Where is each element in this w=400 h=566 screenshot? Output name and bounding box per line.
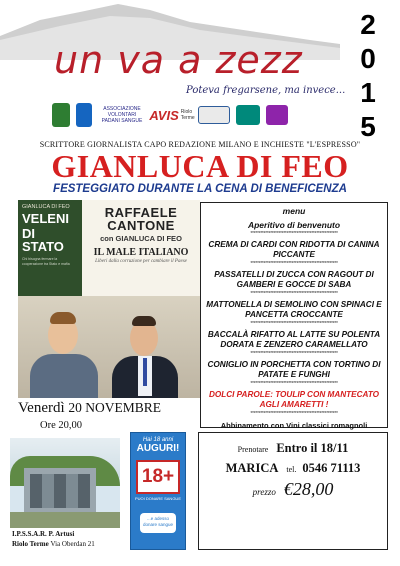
year-digit: 2 (360, 9, 376, 40)
book-blurb: Chi bisogna fermare la cooperazione tra Stato e mafia (22, 257, 70, 266)
book-subtitle: Liberi dalla corruzione per cambiare il Paese (95, 259, 187, 264)
book-title: VELENI (22, 211, 69, 226)
menu-separator: ***************************************************** (250, 411, 338, 417)
book-cover-male-italiano (82, 200, 200, 310)
menu-item: MATTONELLA DI SEMOLINO CON SPINACI E PANCETTA CROCCANTE (206, 300, 382, 319)
event-day-date: 20 NOVEMBRE (68, 400, 162, 415)
book-coauthor: con GIANLUCA DI FEO (100, 234, 182, 243)
menu-separator: ***************************************************** (250, 351, 338, 357)
price-label: prezzo (252, 487, 276, 497)
author-role: SCRITTORE GIORNALISTA CAPO REDAZIONE MILANO E INCHIESTE "L'ESPRESSO" (39, 140, 361, 149)
menu-item: BACCALÀ RIFATTO AL LATTE SU POLENTA DORATA E ZENZERO CARAMELLATO (207, 330, 381, 349)
year-digit: 0 (360, 43, 376, 74)
authors-portrait (18, 296, 200, 398)
menu-separator: ***************************************************** (250, 381, 338, 387)
menu-title: menu (282, 206, 306, 216)
emblem-logo (266, 105, 288, 125)
badge-line2: AUGURI! (136, 443, 180, 454)
menu-wine: Abbinamento con Vini classici romagnoli (220, 421, 368, 430)
menu-separator: ***************************************************** (250, 321, 338, 327)
menu-box (200, 202, 388, 428)
avis-logo (149, 103, 195, 127)
menu-item: Aperitivo di benvenuto (247, 220, 341, 230)
book-title: IL MALE ITALIANO (93, 247, 189, 258)
booking-phone: 0546 71113 (302, 461, 361, 475)
book-author: GIANLUCA DI FEO (22, 204, 70, 210)
blood-donation-badge (130, 432, 186, 550)
crest-icon (52, 103, 70, 127)
menu-item: CREMA DI CARDI CON RIDOTTA DI CANINA PICCANTE (208, 240, 380, 259)
book-author: RAFFAELE CANTONE (104, 205, 178, 233)
association-logo: ASSOCIAZIONE VOLONTARI PADANI SANGUE (101, 106, 143, 124)
event-subtitle: FESTEGGIATO DURANTE LA CENA DI BENEFICENZA (53, 183, 347, 195)
school-building-photo (10, 438, 120, 528)
venue-address (12, 540, 95, 548)
badge-age: 18+ (136, 460, 180, 494)
person-figure (50, 312, 76, 324)
book-cover-veleni (18, 200, 82, 310)
menu-separator: ***************************************************** (250, 261, 338, 267)
booking-deadline: Entro il 18/11 (276, 441, 349, 455)
year-digit: 5 (360, 111, 376, 142)
menu-item-dessert: DOLCI PAROLE: TOULIP CON MANTECATO AGLI AMARETTI ! (208, 390, 380, 409)
booking-tel-label: tel. (286, 465, 297, 474)
brand-logo-text: un va a zezz (54, 38, 303, 82)
person-figure (143, 358, 147, 386)
menu-item: PASSATELLI DI ZUCCA CON RAGOUT DI GAMBERI E GOCCE DI SABA (214, 270, 374, 289)
emblem-logo (198, 106, 230, 124)
books-and-authors-photo (18, 200, 200, 398)
book-title: DI STATO (22, 226, 64, 254)
tagline: Poteva fregarsene, ma invece... (186, 85, 346, 96)
avis-location: Riolo Terme (180, 109, 195, 121)
booking-contact-row (205, 459, 381, 477)
year-digit: 1 (360, 77, 376, 108)
booking-label: Prenotare (237, 445, 269, 454)
venue-street: Via Oberdan 21 (50, 540, 95, 548)
badge-note: PUOI DONARE SANGUE (134, 496, 181, 501)
crest-icon (76, 103, 92, 127)
booking-contact: MARICA (225, 461, 279, 475)
person-figure (30, 354, 98, 398)
menu-item: CONIGLIO IN PORCHETTA CON TORTINO DI PATATE E FUNGHI (207, 360, 381, 379)
badge-footer: ...e adesso donare sangue (140, 513, 176, 533)
emblem-logo (236, 105, 260, 125)
menu-separator: ***************************************************** (250, 291, 338, 297)
avis-wordmark: AVIS (149, 107, 179, 123)
price-value: €28,00 (283, 479, 334, 499)
booking-price-row (205, 479, 381, 500)
photo-windows (30, 474, 90, 508)
event-time: Ore 20,00 (40, 420, 82, 431)
event-day: Venerdì (18, 400, 65, 416)
guest-name: GIANLUCA DI FEO (51, 148, 349, 184)
badge-line1: Hai 18 anni (142, 437, 174, 443)
menu-separator: ***************************************************** (250, 231, 338, 237)
event-date (18, 400, 161, 417)
sponsor-logos (52, 100, 312, 130)
booking-box (198, 432, 388, 550)
photo-ground (10, 512, 120, 528)
venue-town: Riolo Terme (12, 540, 49, 548)
year-vertical (356, 8, 380, 144)
booking-deadline-row (205, 439, 381, 457)
person-figure (132, 316, 156, 326)
venue-school: I.P.S.S.A.R. P. Artusi (12, 530, 75, 538)
